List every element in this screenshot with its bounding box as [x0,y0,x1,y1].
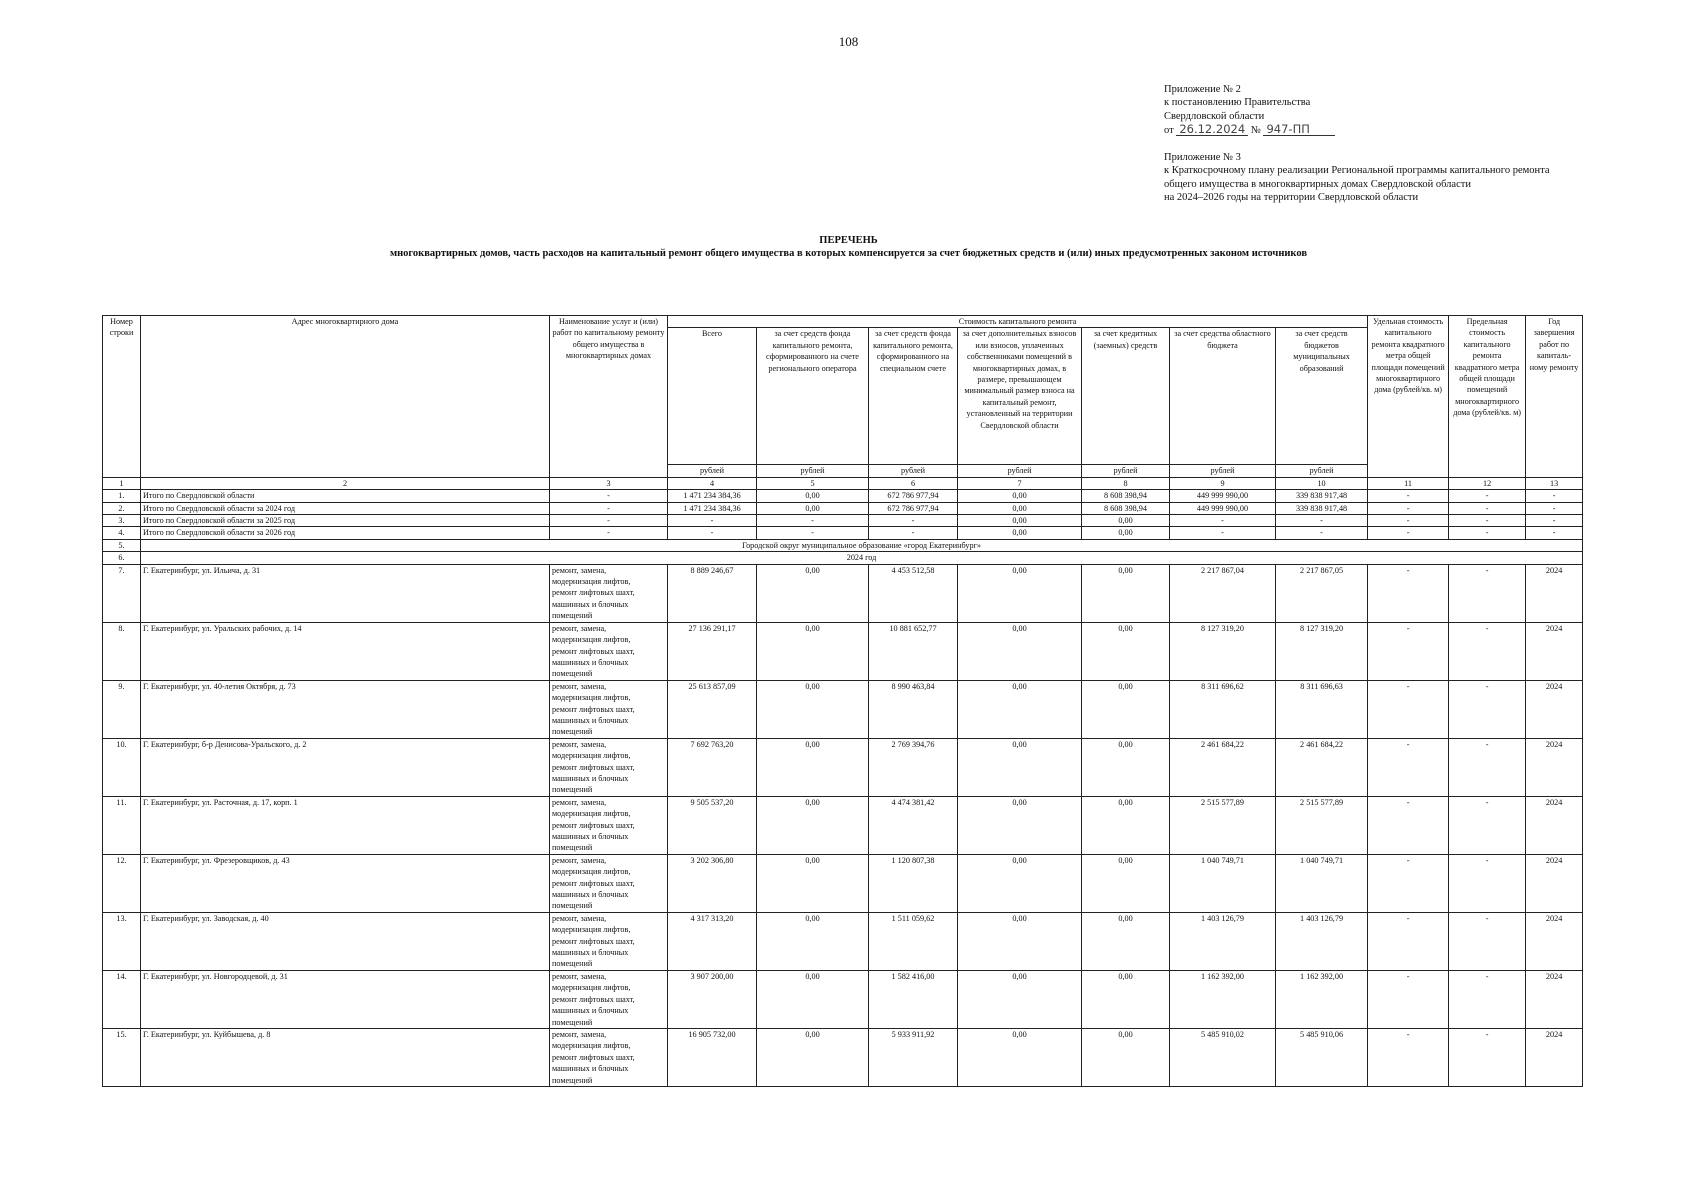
row-number: 5. [103,539,141,551]
value-cell: 0,00 [1082,854,1170,912]
value-cell: - [1368,680,1449,738]
value-cell: - [1449,738,1526,796]
house-address: Г. Екатеринбург, ул. 40-летия Октября, д. 73 [141,680,550,738]
header-fund-regional: за счет средств фонда капитального ремонта, сформированного на счете регионального оператора [757,328,869,465]
value-cell: - [1368,796,1449,854]
date-prefix: от [1164,124,1174,136]
column-number: 11 [1368,477,1449,489]
unit-label: рублей [958,465,1082,477]
summary-label: Итого по Свердловской области за 2026 год [141,527,550,539]
value-cell: - [1449,622,1526,680]
value-cell: - [1449,502,1526,514]
value-cell: 4 474 381,42 [869,796,958,854]
value-cell: - [1368,527,1449,539]
value-cell: 8 889 246,67 [668,564,757,622]
house-address: Г. Екатеринбург, ул. Фрезеровщиков, д. 43 [141,854,550,912]
number-prefix: № [1250,124,1261,136]
value-cell: 1 582 416,00 [869,970,958,1028]
value-cell: 0,00 [757,502,869,514]
services-cell: ремонт, замена, модернизация лифтов, ремонт лифтовых шахт, машинных и блочных помещений [550,622,668,680]
value-cell: - [757,527,869,539]
row-number: 15. [103,1028,141,1086]
house-address: Г. Екатеринбург, ул. Ильича, д. 31 [141,564,550,622]
unit-label: рублей [757,465,869,477]
value-cell: 449 999 990,00 [1170,502,1276,514]
summary-label: Итого по Свердловской области за 2025 год [141,515,550,527]
house-row [103,854,1583,912]
value-cell: 2 461 684,22 [1170,738,1276,796]
value-cell: 8 311 696,63 [1276,680,1368,738]
value-cell: - [1368,912,1449,970]
value-cell: - [1449,1028,1526,1086]
row-number: 14. [103,970,141,1028]
column-number: 3 [550,477,668,489]
value-cell: - [1526,527,1583,539]
value-cell: - [869,527,958,539]
house-address: Г. Екатеринбург, ул. Расточная, д. 17, корп. 1 [141,796,550,854]
value-cell: 672 786 977,94 [869,490,958,502]
value-cell: 0,00 [1082,564,1170,622]
header-completion-year: Год завершения работ по капиталь- ному ремонту [1526,316,1583,478]
value-cell: 2024 [1526,680,1583,738]
summary-row [103,490,1583,502]
value-cell: 0,00 [1082,738,1170,796]
annex-2-line: Свердловской области [1164,110,1265,122]
value-cell: - [1368,502,1449,514]
annex-3-block [1164,151,1550,204]
house-address: Г. Екатеринбург, ул. Куйбышева, д. 8 [141,1028,550,1086]
header-total: Всего [668,328,757,465]
row-number: 11. [103,796,141,854]
value-cell: 1 471 234 384,36 [668,490,757,502]
house-row [103,912,1583,970]
row-number: 3. [103,515,141,527]
house-row [103,970,1583,1028]
house-row [103,564,1583,622]
value-cell: - [1526,490,1583,502]
value-cell: 0,00 [1082,970,1170,1028]
value-cell: 2024 [1526,1028,1583,1086]
value-cell: - [1368,622,1449,680]
header-address: Адрес многоквартирного дома [141,316,550,478]
value-cell: 1 511 059,62 [869,912,958,970]
value-cell: 2 769 394,76 [869,738,958,796]
services-cell: ремонт, замена, модернизация лифтов, ремонт лифтовых шахт, машинных и блочных помещений [550,738,668,796]
value-cell: 1 040 749,71 [1276,854,1368,912]
column-number: 9 [1170,477,1276,489]
value-cell: - [1368,564,1449,622]
services-cell: - [550,527,668,539]
value-cell: 10 881 652,77 [869,622,958,680]
column-number: 1 [103,477,141,489]
value-cell: 2024 [1526,970,1583,1028]
column-number: 12 [1449,477,1526,489]
summary-row [103,527,1583,539]
header-municipal-budget: за счет средств бюджетов муниципальных образований [1276,328,1368,465]
value-cell: 0,00 [1082,527,1170,539]
value-cell: - [1449,970,1526,1028]
value-cell: - [1449,680,1526,738]
value-cell: - [869,515,958,527]
value-cell: 0,00 [1082,1028,1170,1086]
annex-2-line: к постановлению Правительства [1164,97,1311,109]
value-cell: 0,00 [958,970,1082,1028]
annex-2-title: Приложение № 2 [1164,84,1241,95]
value-cell: - [1368,970,1449,1028]
section-row [103,552,1583,564]
section-heading: Городской округ муниципальное образование «город Екатеринбург» [141,539,1583,551]
value-cell: 672 786 977,94 [869,502,958,514]
services-cell: - [550,490,668,502]
header-row-number: Номер строки [103,316,141,478]
value-cell: - [668,527,757,539]
row-number: 10. [103,738,141,796]
value-cell: 2024 [1526,738,1583,796]
value-cell: - [1368,1028,1449,1086]
value-cell: 0,00 [958,527,1082,539]
value-cell: 7 692 763,20 [668,738,757,796]
value-cell: - [1449,515,1526,527]
value-cell: - [1170,515,1276,527]
value-cell: - [1449,564,1526,622]
value-cell: 0,00 [958,1028,1082,1086]
value-cell: 0,00 [1082,680,1170,738]
section-heading: 2024 год [141,552,1583,564]
annex-2-date-line [1164,123,1335,137]
value-cell: 8 608 398,94 [1082,502,1170,514]
house-address: Г. Екатеринбург, ул. Уральских рабочих, д. 14 [141,622,550,680]
column-number: 5 [757,477,869,489]
header-unit-cost: Удельная стоимость капитального ремонта квадратного метра общей площади помещений многоквартирного дома (рублей/кв. м) [1368,316,1449,478]
title-heading: ПЕРЕЧЕНЬ [819,235,878,246]
value-cell: 0,00 [1082,622,1170,680]
value-cell: 0,00 [757,796,869,854]
column-number: 6 [869,477,958,489]
column-number: 2 [141,477,550,489]
value-cell: 2 461 684,22 [1276,738,1368,796]
house-address: Г. Екатеринбург, ул. Новгородцевой, д. 31 [141,970,550,1028]
value-cell: - [1276,515,1368,527]
row-number: 6. [103,552,141,564]
value-cell: 0,00 [958,738,1082,796]
value-cell: 0,00 [757,912,869,970]
value-cell: 2024 [1526,564,1583,622]
services-cell: ремонт, замена, модернизация лифтов, ремонт лифтовых шахт, машинных и блочных помещений [550,796,668,854]
value-cell: - [1368,490,1449,502]
section-row [103,539,1583,551]
value-cell: 0,00 [1082,796,1170,854]
value-cell: 5 933 911,92 [869,1028,958,1086]
summary-label: Итого по Свердловской области [141,490,550,502]
value-cell: 1 403 126,79 [1276,912,1368,970]
house-row [103,680,1583,738]
value-cell: 0,00 [958,490,1082,502]
value-cell: 0,00 [757,564,869,622]
annex-3-line: к Краткосрочному плану реализации Региональной программы капитального ремонта [1164,165,1550,177]
document-date: 26.12.2024 [1176,123,1248,136]
value-cell: 0,00 [757,1028,869,1086]
value-cell: 8 127 319,20 [1276,622,1368,680]
unit-label: рублей [1170,465,1276,477]
value-cell: - [1449,796,1526,854]
annex-2-block [1164,83,1335,137]
summary-row [103,502,1583,514]
value-cell: 0,00 [958,912,1082,970]
header-regional-budget: за счет средства областного бюджета [1170,328,1276,465]
value-cell: - [1449,854,1526,912]
value-cell: 2024 [1526,912,1583,970]
value-cell: 339 838 917,48 [1276,502,1368,514]
value-cell: 25 613 857,09 [668,680,757,738]
services-cell: ремонт, замена, модернизация лифтов, ремонт лифтовых шахт, машинных и блочных помещений [550,970,668,1028]
value-cell: 449 999 990,00 [1170,490,1276,502]
document-title [0,234,1697,260]
value-cell: 9 505 537,20 [668,796,757,854]
row-number: 4. [103,527,141,539]
row-number: 12. [103,854,141,912]
value-cell: - [1526,502,1583,514]
annex-3-line: на 2024–2026 годы на территории Свердловской области [1164,191,1419,203]
value-cell: 8 990 463,84 [869,680,958,738]
value-cell: 3 202 306,80 [668,854,757,912]
value-cell: 8 311 696,62 [1170,680,1276,738]
services-cell: ремонт, замена, модернизация лифтов, ремонт лифтовых шахт, машинных и блочных помещений [550,564,668,622]
value-cell: - [1368,515,1449,527]
row-number: 8. [103,622,141,680]
value-cell: 339 838 917,48 [1276,490,1368,502]
summary-row [103,515,1583,527]
house-row [103,622,1583,680]
header-services: Наименование услуг и (или) работ по капитальному ремонту общего имущества в многоквартирных домах [550,316,668,478]
value-cell: 3 907 200,00 [668,970,757,1028]
unit-label: рублей [1082,465,1170,477]
row-number: 13. [103,912,141,970]
value-cell: - [1449,527,1526,539]
header-limit-cost: Предельная стоимость капитального ремонта квадратного метра общей площади помещений многоквартирного дома (рублей/кв. м) [1449,316,1526,478]
annex-3-title: Приложение № 3 [1164,152,1241,163]
value-cell: - [1526,515,1583,527]
value-cell: 4 453 512,58 [869,564,958,622]
value-cell: - [757,515,869,527]
row-number: 9. [103,680,141,738]
value-cell: 2 217 867,04 [1170,564,1276,622]
row-number: 7. [103,564,141,622]
house-row [103,1028,1583,1086]
value-cell: - [1170,527,1276,539]
value-cell: - [1368,738,1449,796]
value-cell: 2 515 577,89 [1170,796,1276,854]
house-row [103,796,1583,854]
page-number: 108 [838,34,859,49]
value-cell: 0,00 [958,680,1082,738]
value-cell: 0,00 [958,515,1082,527]
value-cell: - [1276,527,1368,539]
header-additional-contributions: за счет дополнительных взносов или взносов, уплаченных собственниками помещений в многоквартирных домах, в размере, превышающем минимальный размер взноса на капитальный ремонт, установленный на территории Свердловской области [958,328,1082,465]
column-number: 8 [1082,477,1170,489]
value-cell: 0,00 [1082,912,1170,970]
header-credit: за счет кредитных (заемных) средств [1082,328,1170,465]
services-cell: ремонт, замена, модернизация лифтов, ремонт лифтовых шахт, машинных и блочных помещений [550,1028,668,1086]
houses-table [102,315,1583,1087]
value-cell: 16 905 732,00 [668,1028,757,1086]
value-cell: 1 162 392,00 [1170,970,1276,1028]
value-cell: 2 217 867,05 [1276,564,1368,622]
value-cell: 0,00 [1082,515,1170,527]
value-cell: 1 471 234 384,36 [668,502,757,514]
value-cell: 1 162 392,00 [1276,970,1368,1028]
value-cell: 0,00 [958,622,1082,680]
row-number: 2. [103,502,141,514]
value-cell: 5 485 910,06 [1276,1028,1368,1086]
value-cell: - [1449,490,1526,502]
value-cell: 8 608 398,94 [1082,490,1170,502]
column-number: 13 [1526,477,1583,489]
value-cell: 0,00 [757,490,869,502]
value-cell: 2 515 577,89 [1276,796,1368,854]
value-cell: - [1449,912,1526,970]
value-cell: 0,00 [958,796,1082,854]
value-cell: 0,00 [958,502,1082,514]
unit-label: рублей [1276,465,1368,477]
annex-3-line: общего имущества в многоквартирных домах Свердловской области [1164,178,1471,190]
column-number: 7 [958,477,1082,489]
value-cell: 0,00 [757,970,869,1028]
title-subheading: многоквартирных домов, часть расходов на капитальный ремонт общего имущества в которых компенсируется за счет бюджетных средств и (или) иных предусмотренных законом источников [389,248,1308,259]
value-cell: 0,00 [757,738,869,796]
unit-label: рублей [668,465,757,477]
services-cell: ремонт, замена, модернизация лифтов, ремонт лифтовых шахт, машинных и блочных помещений [550,912,668,970]
services-cell: - [550,502,668,514]
services-cell: ремонт, замена, модернизация лифтов, ремонт лифтовых шахт, машинных и блочных помещений [550,680,668,738]
value-cell: 27 136 291,17 [668,622,757,680]
value-cell: 2024 [1526,622,1583,680]
header-fund-special: за счет средств фонда капитального ремонта, сформированного на специальном счете [869,328,958,465]
services-cell: - [550,515,668,527]
value-cell: 1 120 807,38 [869,854,958,912]
value-cell: 0,00 [757,680,869,738]
column-numbers-row [103,477,1583,489]
summary-label: Итого по Свердловской области за 2024 год [141,502,550,514]
document-number: 947-ПП [1263,123,1335,136]
row-number: 1. [103,490,141,502]
value-cell: 0,00 [958,564,1082,622]
value-cell: - [1368,854,1449,912]
column-number: 10 [1276,477,1368,489]
header-cost-group: Стоимость капитального ремонта [668,316,1368,328]
value-cell: 2024 [1526,854,1583,912]
column-number: 4 [668,477,757,489]
value-cell: 2024 [1526,796,1583,854]
value-cell: 0,00 [757,854,869,912]
value-cell: 5 485 910,02 [1170,1028,1276,1086]
value-cell: 1 403 126,79 [1170,912,1276,970]
value-cell: 0,00 [958,854,1082,912]
unit-label: рублей [869,465,958,477]
value-cell: - [668,515,757,527]
house-address: Г. Екатеринбург, ул. Заводская, д. 40 [141,912,550,970]
services-cell: ремонт, замена, модернизация лифтов, ремонт лифтовых шахт, машинных и блочных помещений [550,854,668,912]
value-cell: 8 127 319,20 [1170,622,1276,680]
value-cell: 4 317 313,20 [668,912,757,970]
value-cell: 0,00 [757,622,869,680]
house-address: Г. Екатеринбург, б-р Денисова-Уральского, д. 2 [141,738,550,796]
house-row [103,738,1583,796]
value-cell: 1 040 749,71 [1170,854,1276,912]
